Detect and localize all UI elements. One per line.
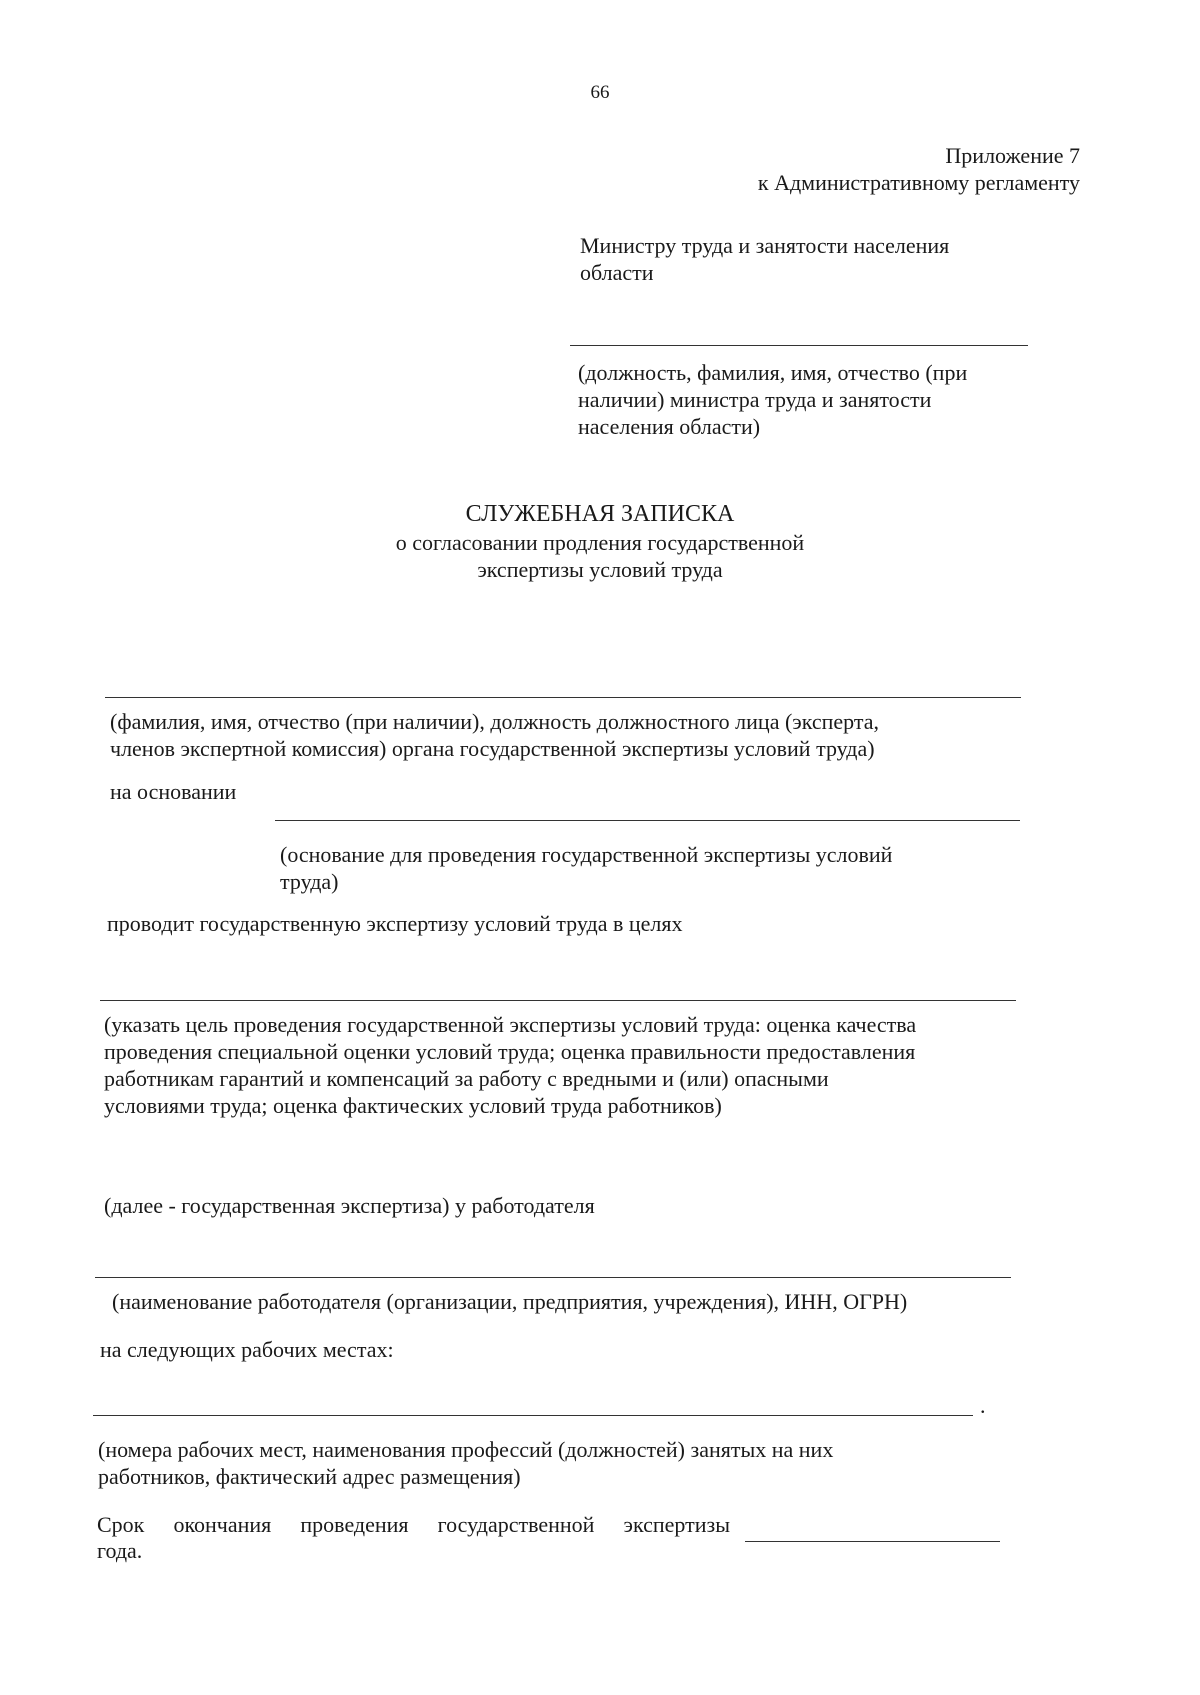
deadline-label: Срок окончания проведения государственной экспертизы bbox=[97, 1512, 730, 1537]
caption-line: (фамилия, имя, отчество (при наличии), должность должностного лица (эксперта, bbox=[110, 709, 880, 734]
deadline-line[interactable] bbox=[745, 1541, 1000, 1542]
workplaces-line[interactable] bbox=[93, 1415, 973, 1416]
employer-caption: (наименование работодателя (организации, предприятия, учреждения), ИНН, ОГРН) bbox=[112, 1289, 908, 1314]
addressee-line: области bbox=[580, 260, 654, 285]
workplaces-dot: . bbox=[980, 1393, 986, 1418]
workplaces-label: на следующих рабочих местах: bbox=[100, 1337, 394, 1362]
caption-line: проведения специальной оценки условий труда; оценка правильности предоставления bbox=[104, 1039, 916, 1064]
basis-line[interactable] bbox=[275, 820, 1020, 821]
deadline-suffix: года. bbox=[97, 1538, 143, 1563]
purpose-line[interactable] bbox=[100, 1000, 1016, 1001]
page-number: 66 bbox=[590, 82, 610, 103]
document-subtitle: экспертизы условий труда bbox=[477, 557, 723, 582]
addressee-signature-line[interactable] bbox=[570, 345, 1028, 346]
purpose-label: проводит государственную экспертизу условий труда в целях bbox=[107, 911, 683, 936]
workplaces-caption bbox=[98, 1436, 998, 1490]
caption-line: (должность, фамилия, имя, отчество (при bbox=[578, 360, 968, 385]
caption-line: членов экспертной комиссия) органа государственной экспертизы условий труда) bbox=[110, 736, 875, 761]
annex-number: Приложение 7 bbox=[945, 143, 1080, 168]
annex-header bbox=[758, 142, 1080, 196]
caption-line: условиями труда; оценка фактических условий труда работников) bbox=[104, 1093, 722, 1118]
expert-caption bbox=[110, 708, 1025, 762]
caption-line: (основание для проведения государственной экспертизы условий bbox=[280, 842, 893, 867]
annex-reference: к Административному регламенту bbox=[757, 170, 1080, 195]
addressee-line: Министру труда и занятости населения bbox=[580, 233, 950, 258]
document-title-block bbox=[0, 500, 1200, 583]
basis-label: на основании bbox=[110, 779, 237, 804]
caption-line: (номера рабочих мест, наименования профессий (должностей) занятых на них bbox=[98, 1437, 834, 1462]
addressee-block bbox=[580, 232, 1020, 286]
expert-name-line[interactable] bbox=[105, 697, 1021, 698]
basis-caption bbox=[280, 841, 1020, 895]
caption-line: (указать цель проведения государственной экспертизы условий труда: оценка качества bbox=[104, 1012, 917, 1037]
document-subtitle: о согласовании продления государственной bbox=[395, 530, 805, 555]
purpose-caption bbox=[104, 1011, 1024, 1119]
addressee-caption bbox=[578, 359, 1018, 440]
caption-line: работникам гарантий и компенсаций за работу с вредными и (или) опасными bbox=[104, 1066, 829, 1091]
caption-line: труда) bbox=[280, 869, 339, 894]
document-title: СЛУЖЕБНАЯ ЗАПИСКА bbox=[465, 501, 735, 527]
caption-line: работников, фактический адрес размещения) bbox=[98, 1464, 521, 1489]
caption-line: наличии) министра труда и занятости bbox=[578, 387, 932, 412]
caption-line: населения области) bbox=[578, 414, 761, 439]
employer-line[interactable] bbox=[95, 1277, 1011, 1278]
employer-label: (далее - государственная экспертиза) у работодателя bbox=[104, 1193, 595, 1218]
